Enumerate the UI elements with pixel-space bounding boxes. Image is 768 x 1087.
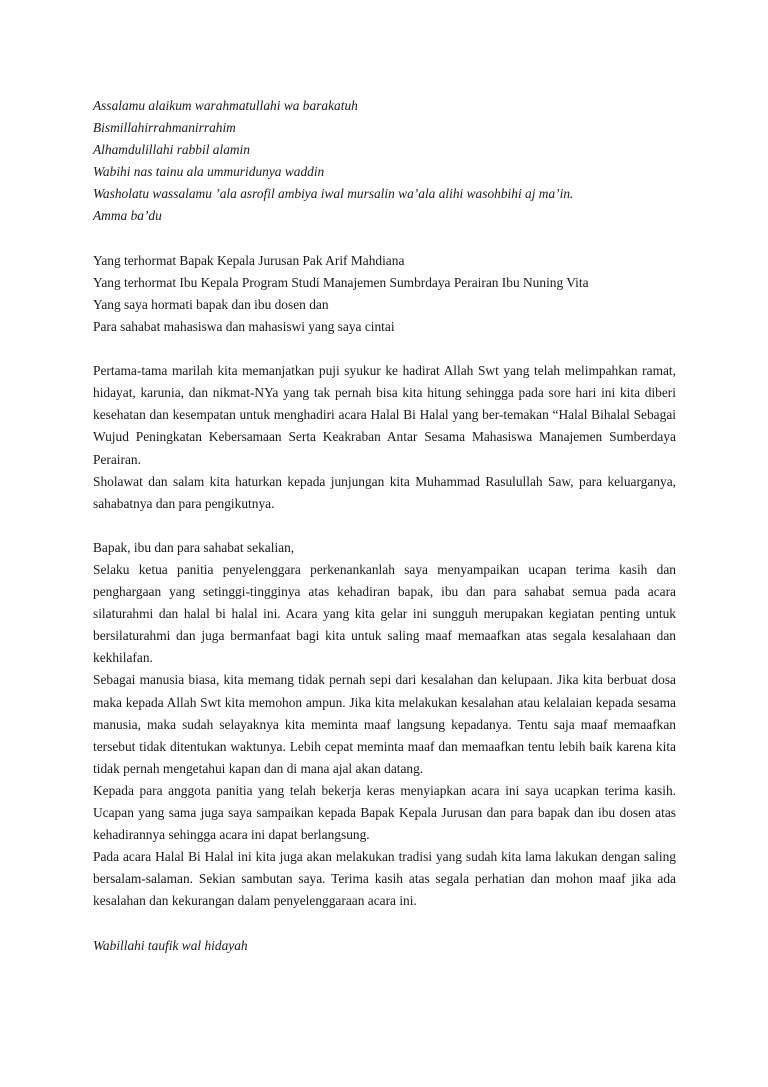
greeting-line: Yang saya hormati bapak dan ibu dosen dan <box>93 296 329 312</box>
paragraph: Kepada para anggota panitia yang telah bekerja keras menyiapkan acara ini saya ucapkan terima kasih. Ucapan yang sama juga saya sampaikan kepada Bapak Kepala Jurusan dan para bapak dan ibu dosen atas kehadirannya sehingga acara ini dapat berlangsung. <box>93 782 676 843</box>
opening-line: Alhamdulillahi rabbil alamin <box>93 142 250 158</box>
spacer <box>93 912 676 934</box>
opening-line: Wabihi nas tainu ala ummuridunya waddin <box>93 164 325 180</box>
opening-line: Bismillahirrahmanirrahim <box>93 120 236 136</box>
body-paragraphs <box>93 537 676 913</box>
paragraph: Sholawat dan salam kita haturkan kepada junjungan kita Muhammad Rasulullah Saw, para keluarganya, sahabatnya dan para pengikutnya. <box>93 473 676 511</box>
paragraph: Selaku ketua panitia penyelenggara perkenankanlah saya menyampaikan ucapan terima kasih dan penghargaan yang setinggi-tingginya atas kehadiran bapak, ibu dan para sahabat semua pada acara silaturahmi dan halal bi halal ini. Acara yang kita gelar ini sungguh merupakan kegiatan penting untuk bersilaturahmi dan juga bermanfaat bagi kita untuk saling maaf memaafkan atas segala kesalahaan dan kekhilafan. <box>93 561 676 666</box>
opening-block <box>93 95 676 228</box>
speech-document <box>93 95 676 957</box>
closing-line: Wabillahi taufik wal hidayah <box>93 937 248 953</box>
paragraph: Bapak, ibu dan para sahabat sekalian, <box>93 539 295 555</box>
paragraph: Pada acara Halal Bi Halal ini kita juga akan melakukan tradisi yang sudah kita lama lakukan dengan saling bersalam-salaman. Sekian sambutan saya. Terima kasih atas segala perhatian dan mohon maaf jika ada kesalahan dan kekurangan dalam penyelenggaraan acara ini. <box>93 849 676 909</box>
opening-paragraphs <box>93 360 676 515</box>
greetings-block <box>93 250 676 338</box>
opening-line: Amma ba’du <box>93 208 162 224</box>
greeting-line: Yang terhormat Ibu Kepala Program Studi Manajemen Sumbrdaya Perairan Ibu Nuning Vita <box>93 274 589 290</box>
paragraph: Pertama-tama marilah kita memanjatkan puji syukur ke hadirat Allah Swt yang telah melimpahkan ramat, hidayat, karunia, dan nikmat-NYa yang tak pernah bisa kita hitung sehingga pada sore hari ini kita diberi kesehatan dan kesempatan untuk menghadiri acara Halal Bi Halal yang ber-temakan “Halal Bihalal Sebagai Wujud Peningkatan Kebersamaan Serta Keakraban Antar Sesama Mahasiswa Manajemen Sumberdaya Perairan. <box>93 363 676 467</box>
opening-line: Washolatu wassalamu ’ala asrofil ambiya iwal mursalin wa’ala alihi wasohbihi aj ma’in. <box>93 186 574 202</box>
greeting-line: Yang terhormat Bapak Kepala Jurusan Pak Arif Mahdiana <box>93 252 405 268</box>
spacer <box>93 515 676 537</box>
greeting-line: Para sahabat mahasiswa dan mahasiswi yang saya cintai <box>93 318 395 334</box>
opening-line: Assalamu alaikum warahmatullahi wa barakatuh <box>93 98 358 113</box>
spacer <box>93 228 676 250</box>
paragraph: Sebagai manusia biasa, kita memang tidak pernah sepi dari kesalahan dan kelupaan. Jika kita berbuat dosa maka kepada Allah Swt kita memohon ampun. Jika kita melakukan kesalahan atau kelalaian kepada sesama manusia, maka sudah selayaknya kita meminta maaf langsung kepadanya. Tentu saja maaf memaafkan tersebut tidak ditentukan waktunya. Lebih cepat meminta maaf dan memaafkan tentu lebih baik karena kita tidak pernah mengetahui kapan dan di mana ajal akan datang. <box>93 672 676 776</box>
spacer <box>93 338 676 360</box>
